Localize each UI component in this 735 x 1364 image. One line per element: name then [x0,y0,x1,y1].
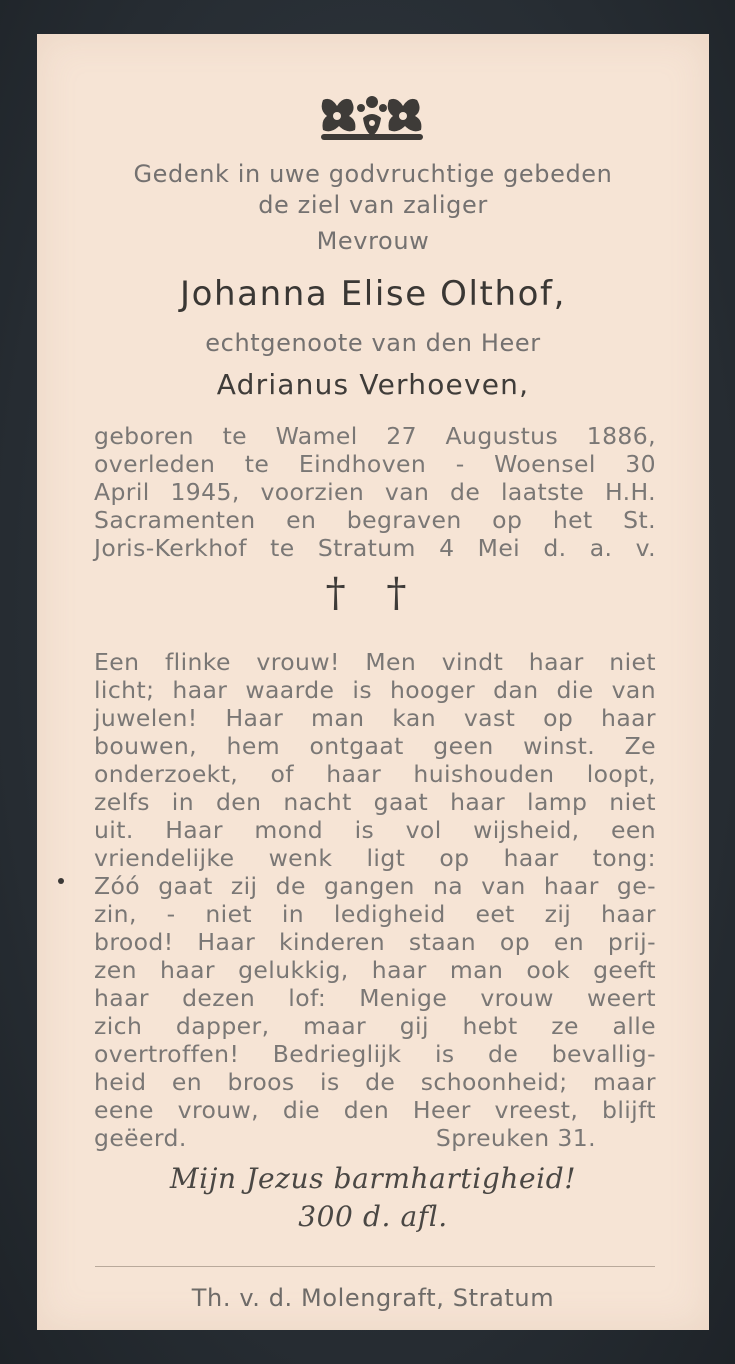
verse-line: heid en broos is de schoonheid; maar [94,1068,656,1096]
biography-line: overleden te Eindhoven - Woensel 30 [94,450,656,478]
biography-line: April 1945, voorzien van de laatste H.H. [94,478,656,506]
verse-line: onderzoekt, of haar huishouden loopt, [94,760,656,788]
verse-last-line [94,1124,656,1152]
spouse-name: Adrianus Verhoeven, [216,368,530,401]
memorial-card [37,34,709,1330]
cross-icons: † † [325,570,421,616]
indulgence-line: 300 d. afl. [298,1200,448,1233]
verse-line: bouwen, hem ontgaat geen winst. Ze [94,732,656,760]
verse-line: eene vrouw, die den Heer vreest, blijft [94,1096,656,1124]
verse-line: Een flinke vrouw! Men vindt haar niet [94,648,656,676]
biography-line: Joris-Kerkhof te Stratum 4 Mei d. a. v. [94,534,656,562]
verse-line: brood! Haar kinderen staan op en prij- [94,928,656,956]
verse-line: vriendelijke wenk ligt op haar tong: [94,844,656,872]
verse-line: zen haar gelukkig, haar man ook geeft [94,956,656,984]
verse-last-word: geëerd. [94,1124,187,1152]
verse-source: Spreuken 31. [435,1124,596,1152]
biography-line: Sacramenten en begraven op het St. [94,506,656,534]
floral-ornament-icon [317,90,427,146]
verse-line: overtroffen! Bedrieglijk is de bevallig- [94,1040,656,1068]
relation-line: echtgenoote van den Heer [205,329,541,357]
deceased-name: Johanna Elise Olthof, [179,274,567,314]
verse-line: haar dezen lof: Menige vrouw weert [94,984,656,1012]
verse-line: zelfs in den nacht gaat haar lamp niet [94,788,656,816]
biography-line: geboren te Wamel 27 Augustus 1886, [94,422,656,450]
printer-credit: Th. v. d. Molengraft, Stratum [191,1284,555,1312]
verse-line: uit. Haar mond is vol wijsheid, een [94,816,656,844]
verse-line: licht; haar waarde is hooger dan die van [94,676,656,704]
prayer-line-1: Mijn Jezus barmhartigheid! [169,1162,577,1195]
divider [95,1266,655,1267]
ink-speck [58,878,64,884]
verse-line: juwelen! Haar man kan vast op haar [94,704,656,732]
intro-line-2: de ziel van zaliger [258,191,488,219]
verse-line: zin, - niet in ledigheid eet zij haar [94,900,656,928]
intro-line-1: Gedenk in uwe godvruchtige gebeden [133,160,613,188]
verse-line: Zóó gaat zij de gangen na van haar ge- [94,872,656,900]
verse-line: zich dapper, maar gij hebt ze alle [94,1012,656,1040]
title-mevrouw: Mevrouw [316,227,430,255]
